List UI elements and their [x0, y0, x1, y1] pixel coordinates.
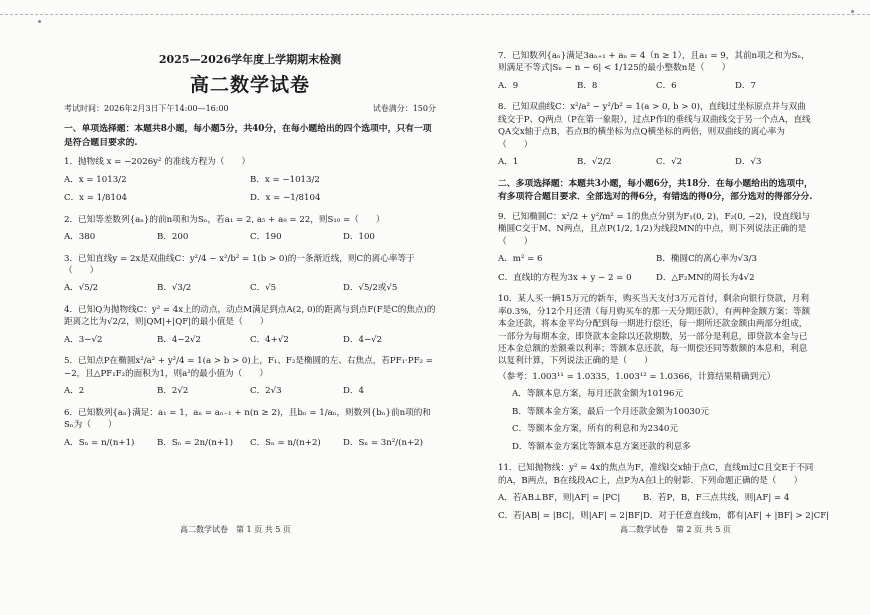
option-c: C．√5	[250, 283, 277, 294]
question-options	[64, 282, 436, 294]
option-d: D．7	[735, 80, 756, 91]
option-a: A．x = 1013/2	[64, 174, 127, 185]
option-d: D．100	[343, 232, 375, 243]
question-stem: 8．已知双曲线C：x²/a² − y²/b² = 1(a > 0, b > 0)，直线l过坐标原点并与双曲线交于P、Q两点（P在第一象限），过点P作l的垂线与双曲线交于另一个点A，直线QA交x轴于点B，若点B的横坐标为点Q横坐标的两倍，则双曲线的离心率为（ ）	[498, 102, 811, 150]
question-9	[498, 211, 814, 284]
page-footer-1: 高二数学试卷 第 1 页 共 5 页	[180, 525, 291, 534]
question-4	[64, 304, 436, 346]
question-options	[498, 492, 830, 523]
section-heading-single-choice: 一、单项选择题：本题共8小题，每小题5分，共40分，在每小题给出的四个选项中，只有一项是符合题目要求的.	[64, 124, 432, 148]
exam-meta	[64, 105, 436, 113]
full-score: 试卷满分：150分	[372, 104, 436, 113]
option-a: A．√5/2	[64, 283, 99, 294]
option-a: A．m² = 6	[498, 254, 543, 265]
question-options	[64, 334, 436, 346]
question-11	[498, 462, 830, 523]
option-c: C．直线l的方程为3x + y − 2 = 0	[498, 272, 632, 283]
question-10	[498, 293, 814, 453]
scan-dot	[851, 10, 854, 13]
question-stem: 7．已知数列{aₙ}满足3aₙ₊₁ + aₙ = 4（n ≥ 1），且a₁ = 9，其前n项之和为Sₙ，则满足不等式|Sₙ − n − 6| < 1/125的最小整数n是（ ）	[498, 51, 810, 74]
option-a: A．等额本息方案，每月还款金额为10196元	[512, 389, 684, 400]
question-stem: 5．已知点P在椭圆x²/a² + y²/4 = 1(a > b > 0)上，F₁、F₂是椭圆的左、右焦点，若PF₁·PF₂ = −2，且△PF₁F₂的面积为1，则a²的最小值为（ ）	[64, 356, 433, 379]
option-c: C．若|AB| = |BC|，则|AF| = 2|BF|	[498, 511, 643, 522]
question-1	[64, 156, 436, 204]
option-d: D．对于任意直线m，都有|AF| + |BF| > 2|CF|	[642, 511, 830, 522]
question-options	[64, 174, 436, 205]
option-b: B．4−2√2	[157, 334, 201, 345]
option-b: B．2√2	[157, 386, 189, 397]
scan-dot	[38, 20, 41, 23]
option-c: C．6	[656, 80, 677, 91]
option-d: D．4	[343, 386, 364, 397]
option-d: D．√3	[735, 157, 762, 168]
question-2	[64, 214, 436, 244]
question-stem: 4．已知Q为抛物线C：y² = 4x上的动点，动点M满足到点A(2, 0)的距离与到点F(F是C的焦点)的距离之比为√2/2，则|QM|+|QF|的最小值是（ ）	[64, 304, 436, 328]
option-b: B．x = −1013/2	[250, 174, 320, 185]
question-options	[498, 156, 814, 168]
question-stem: 2．已知等差数列{aₙ}的前n项和为Sₙ，若a₁ = 2, a₅ + a₉ = 22，则S₁₀ =（ ）	[64, 214, 385, 225]
question-stem: 11．已知抛物线：y² = 4x的焦点为F，准线l交x轴于点C，直线m过C且交E于不同的A，B两点，B在线段AC上，点P为A在l上的射影．下列命题正确的是（ ）	[498, 463, 814, 486]
question-stem: 10．某人买一辆15万元的新车，购买当天支付3万元首付，剩余向银行贷款，月利率0.3%，分12个月还清（每月购买车的那一天分期还款），有两种金额方案：等额本金还款，将本金平均分配到每一期进行偿还，每一期所还款金额由两部分组成，一部分为每期本金，即贷款本金除以还款期数，另一部分是利息，即贷款本金与已还本金总额的差额乘以利率；等额本息还款，每一期偿还同等数额的本息和，利息以复利计算，下列说法正确的是（ ）	[498, 294, 811, 367]
option-d: D．Sₙ = 3n²/(n+2)	[343, 437, 424, 448]
exam-time: 考试时间：2026年2月3日下午14:00—16:00	[64, 104, 229, 113]
option-b: B．等额本金方案，最后一个月还款金额为10030元	[512, 406, 709, 417]
option-a: A．3−√2	[64, 334, 103, 345]
right-column	[498, 50, 830, 532]
question-5	[64, 355, 436, 397]
option-a: A．若AB⊥BF，则|AF| = |PC|	[498, 493, 621, 504]
option-a: A．Sₙ = n/(n+1)	[64, 437, 135, 448]
question-8	[498, 101, 814, 168]
option-c: C．4+√2	[250, 334, 289, 345]
left-column	[64, 50, 436, 458]
question-stem: 1．抛物线 x = −2026y² 的准线方程为（ ）	[64, 157, 251, 168]
section-heading-multi-choice: 二、多项选择题：本题共3小题，每小题6分，共18分．在每小题给出的选项中，有多项符合题目要求．全部选对的得6分，有错选的得0分，部分选对的得部分分.	[498, 178, 813, 203]
option-d: D．等额本金方案比等额本息方案还款的利息多	[512, 441, 691, 452]
option-b: B．√2/2	[577, 157, 612, 168]
question-options	[498, 80, 814, 92]
question-note: （参考：1.003¹¹ = 1.0335，1.003¹² = 1.0366，计算结果精确到元）	[498, 371, 776, 382]
option-b: B．若P，B，F三点共线，则|AF| = 4	[642, 493, 790, 504]
question-stem: 6．已知数列{aₙ}满足：a₁ = 1，aₙ = aₙ₋₁ + n(n ≥ 2)，且bₙ = 1/aₙ，则数列{bₙ}前n项的和Sₙ为（ ）	[64, 407, 431, 431]
option-c: C．x = 1/8104	[64, 193, 127, 204]
option-a: A．1	[498, 157, 519, 168]
question-options	[512, 388, 814, 453]
page-footer-2: 高二数学试卷 第 2 页 共 5 页	[620, 525, 731, 534]
option-c: C．Sₙ = n/(n+2)	[250, 437, 321, 448]
option-d: D．△F₂MN的周长为4√2	[656, 272, 755, 283]
question-7	[498, 50, 814, 92]
option-d: D．x = −1/8104	[250, 193, 321, 204]
option-b: B．8	[577, 80, 598, 91]
option-a: A．9	[498, 80, 519, 91]
option-d: D．4−√2	[343, 334, 383, 345]
question-options	[64, 385, 436, 397]
option-a: A．2	[64, 386, 85, 397]
option-c: C．√2	[656, 157, 683, 168]
option-c: C．2√3	[250, 386, 282, 397]
option-d: D．√5/2或√5	[343, 283, 398, 294]
question-3	[64, 253, 436, 295]
option-b: B．√3/2	[157, 283, 192, 294]
question-6	[64, 407, 436, 449]
option-c: C．190	[250, 232, 282, 243]
exam-title: 2025—2026学年度上学期期末检测	[158, 53, 342, 66]
option-b: B．椭圆C的离心率为√3/3	[656, 254, 757, 265]
option-a: A．380	[64, 232, 96, 243]
question-stem: 3．已知直线y = 2x是双曲线C：y²/4 − x²/b² = 1(b > 0)的一条渐近线，则C的离心率等于（ ）	[64, 253, 415, 276]
question-options	[64, 231, 436, 243]
option-b: B．200	[157, 232, 189, 243]
option-b: B．Sₙ = 2n/(n+1)	[157, 437, 233, 448]
scan-edge-line	[0, 14, 870, 15]
question-stem: 9．已知椭圆C：x²/2 + y²/m² = 1的焦点分别为F₁(0, 2)，F₂(0, −2)，设直线l与椭圆C交于M、N两点，且点P(1/2, 1/2)为线段MN的中点，则下列说法正确的是（ ）	[498, 211, 810, 247]
paper-title: 高二数学试卷	[189, 74, 310, 96]
question-options	[64, 437, 436, 449]
option-c: C．等额本金方案，所有的利息和为2340元	[512, 424, 678, 435]
question-options	[498, 253, 814, 284]
